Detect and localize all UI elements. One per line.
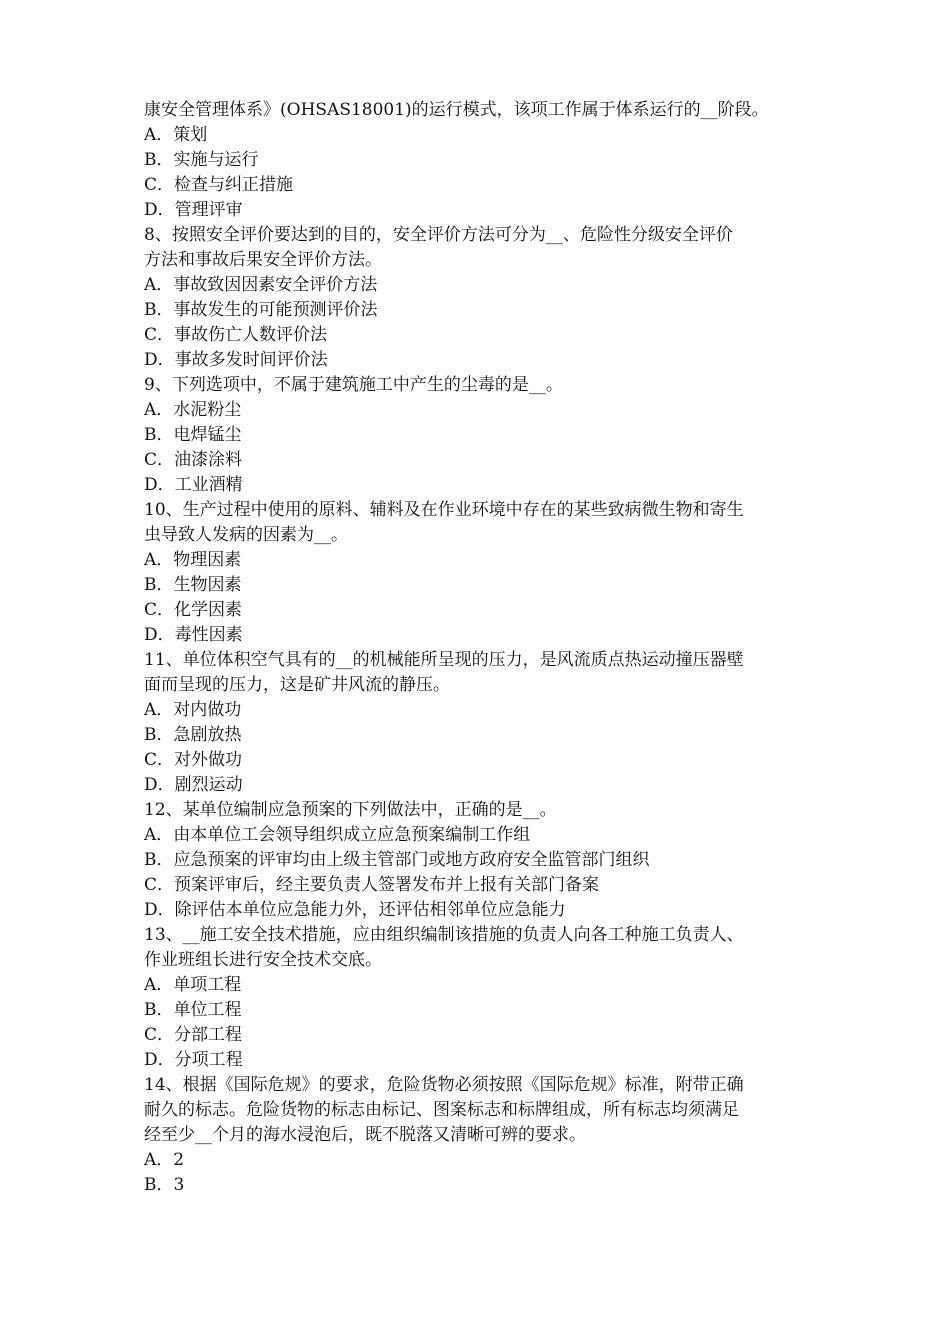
option-line: B．单位工程	[144, 1000, 242, 1020]
option-line: D．剧烈运动	[144, 775, 243, 795]
option-line: B．实施与运行	[144, 150, 259, 170]
option-line: C．事故伤亡人数评价法	[144, 325, 328, 345]
question-line: 11、单位体积空气具有的__的机械能所呈现的压力，是风流质点热运动撞压器壁	[144, 650, 744, 670]
option-line: D．分项工程	[144, 1050, 243, 1070]
document-body	[144, 98, 824, 1198]
question-line: 虫导致人发病的因素为__。	[144, 525, 348, 545]
option-line: C．检查与纠正措施	[144, 175, 294, 195]
option-line: D．工业酒精	[144, 475, 243, 495]
option-line: D．毒性因素	[144, 625, 243, 645]
option-line: C．油漆涂料	[144, 450, 243, 470]
question-line: 13、__施工安全技术措施，应由组织编制该措施的负责人向各工种施工负责人、	[144, 925, 744, 945]
question-line: 12、某单位编制应急预案的下列做法中，正确的是__。	[144, 800, 557, 820]
option-line: A．物理因素	[144, 550, 242, 570]
question-line: 14、根据《国际危规》的要求，危险货物必须按照《国际危规》标准，附带正确	[144, 1075, 744, 1095]
option-line: A．事故致因因素安全评价方法	[144, 275, 378, 295]
option-line: B．应急预案的评审均由上级主管部门或地方政府安全监管部门组织	[144, 850, 650, 870]
text-line: 康安全管理体系》(OHSAS18001)的运行模式，该项工作属于体系运行的__阶段。	[144, 100, 769, 120]
option-line: D．事故多发时间评价法	[144, 350, 328, 370]
question-line: 8、按照安全评价要达到的目的，安全评价方法可分为__、危险性分级安全评价	[144, 225, 733, 245]
option-line: B．急剧放热	[144, 725, 242, 745]
question-line: 作业班组长进行安全技术交底。	[144, 950, 382, 970]
option-line: A．策划	[144, 125, 208, 145]
option-line: A．单项工程	[144, 975, 242, 995]
option-line: C．对外做功	[144, 750, 243, 770]
question-line: 方法和事故后果安全评价方法。	[144, 250, 382, 270]
option-line: A．水泥粉尘	[144, 400, 242, 420]
option-line: C．预案评审后，经主要负责人签署发布并上报有关部门备案	[144, 875, 600, 895]
option-line: D．除评估本单位应急能力外，还评估相邻单位应急能力	[144, 900, 566, 920]
question-line: 面而呈现的压力，这是矿井风流的静压。	[144, 675, 450, 695]
option-line: B．事故发生的可能预测评价法	[144, 300, 378, 320]
option-line: D．管理评审	[144, 200, 243, 220]
question-line: 耐久的标志。危险货物的标志由标记、图案标志和标牌组成，所有标志均须满足	[144, 1100, 739, 1120]
option-line: B．生物因素	[144, 575, 242, 595]
option-line: A．由本单位工会领导组织成立应急预案编制工作组	[144, 825, 531, 845]
option-line: A．对内做功	[144, 700, 242, 720]
option-line: B．电焊锰尘	[144, 425, 242, 445]
question-line: 9、下列选项中，不属于建筑施工中产生的尘毒的是__。	[144, 375, 563, 395]
question-line: 10、生产过程中使用的原料、辅料及在作业环境中存在的某些致病微生物和寄生	[144, 500, 744, 520]
option-line: A．2	[144, 1150, 185, 1170]
option-line: C．分部工程	[144, 1025, 243, 1045]
question-line: 经至少__个月的海水浸泡后，既不脱落又清晰可辨的要求。	[144, 1125, 586, 1145]
option-line: B．3	[144, 1175, 185, 1195]
option-line: C．化学因素	[144, 600, 243, 620]
